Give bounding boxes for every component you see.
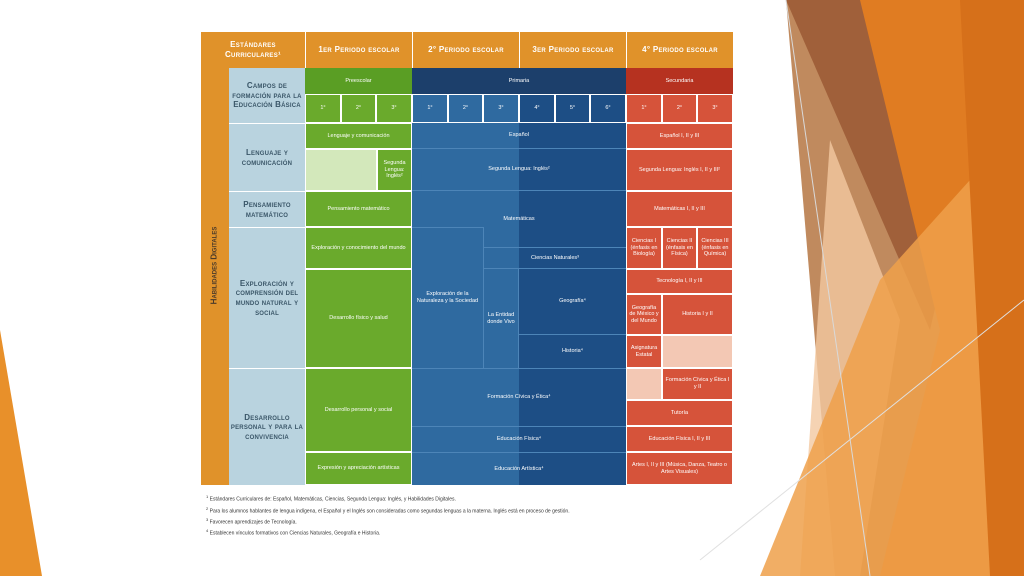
cell-artes-sec: Artes I, II y III (Música, Danza, Teatro o Artes Visuales) bbox=[626, 452, 733, 485]
grade-cell: 1° bbox=[412, 94, 448, 123]
level-primaria: Primaria bbox=[412, 68, 626, 94]
cell-desarrollo-fisico: Desarrollo físico y salud bbox=[305, 269, 412, 368]
grade-cell: 2° bbox=[341, 94, 376, 123]
field-lenguaje: Lenguaje y comunicación bbox=[229, 123, 305, 191]
cell-espanol-sec: Español I, II y III bbox=[626, 123, 733, 149]
cell-educacion-fisica: Educación Física⁴ bbox=[412, 426, 626, 452]
cell-ciencias-2: Ciencias II (énfasis en Física) bbox=[662, 227, 697, 269]
grade-cell: 6° bbox=[590, 94, 626, 123]
period-header-3: 3er Periodo escolar bbox=[519, 32, 626, 68]
period-header-2: 2° Periodo escolar bbox=[412, 32, 519, 68]
cell-exploracion-mundo: Exploración y conocimiento del mundo bbox=[305, 227, 412, 269]
cell-formacion-civica-sec: Formación Cívica y Ética I y II bbox=[662, 368, 733, 400]
cell-geografia-sec: Geografía de México y del Mundo bbox=[626, 294, 662, 335]
cell-geografia: Geografía⁴ bbox=[519, 269, 626, 335]
cell-matematicas-sec: Matemáticas I, II y III bbox=[626, 191, 733, 227]
period-header-4: 4° Periodo escolar bbox=[626, 32, 733, 68]
cell-educacion-artistica: Educación Artística⁴ bbox=[412, 452, 626, 485]
cell-matematicas: Matemáticas bbox=[503, 215, 535, 222]
cell-formacion-civica: Formación Cívica y Ética⁴ bbox=[412, 368, 626, 426]
grade-cell: 1° bbox=[626, 94, 662, 123]
footnote: $^2$ Para los alumnos hablantes de lengua indígena, el Español y el Inglés son consideradas como segundas lenguas a la materna. Inglés está en proceso de gestión. bbox=[206, 506, 570, 515]
cell-historia-sec: Historia I y II bbox=[662, 294, 733, 335]
grade-cell: 4° bbox=[519, 94, 555, 123]
cell-tutoria: Tutoría bbox=[626, 400, 733, 426]
cell-educacion-fisica-sec: Educación Física I, II y III bbox=[626, 426, 733, 452]
grade-cell: 5° bbox=[555, 94, 590, 123]
level-secundaria: Secundaria bbox=[626, 68, 733, 94]
grade-cell: 3° bbox=[697, 94, 733, 123]
digital-skills-label: Habilidades Digitales bbox=[209, 226, 219, 304]
grade-cell: 1° bbox=[305, 94, 341, 123]
cell-empty-peach bbox=[662, 335, 733, 368]
footnote: $^4$ Establecen vínculos formativos con Ciencias Naturales, Geografía e Historia. bbox=[206, 528, 381, 537]
field-desarrollo: Desarrollo personal y para la convivencia bbox=[229, 368, 305, 485]
footnote: $^1$ Estándares Curriculares de: Español, Matemáticas, Ciencias, Segunda Lengua: Inglés, y Habilidades Digitales. bbox=[206, 494, 456, 503]
grade-cell: 3° bbox=[483, 94, 519, 123]
corner-header: Estándares Curriculares¹ bbox=[201, 32, 305, 68]
cell-ciencias-3: Ciencias III (énfasis en Química) bbox=[697, 227, 733, 269]
grade-cell: 3° bbox=[376, 94, 412, 123]
cell-ciencias-1: Ciencias I (énfasis en Biología) bbox=[626, 227, 662, 269]
cell-exploracion-naturaleza: Exploración de la Naturaleza y la Sociedad bbox=[412, 227, 484, 368]
cell-ciencias-naturales: Ciencias Naturales³ bbox=[484, 247, 626, 269]
cell-expresion-artistica: Expresión y apreciación artísticas bbox=[305, 452, 412, 485]
cell-pensamiento: Pensamiento matemático bbox=[305, 191, 412, 227]
period-header-1: 1er Periodo escolar bbox=[305, 32, 412, 68]
cell-lenguaje-comunicacion: Lenguaje y comunicación bbox=[305, 123, 412, 149]
cell-entidad: La Entidad donde Vivo bbox=[484, 269, 519, 368]
cell-asignatura-estatal: Asignatura Estatal bbox=[626, 335, 662, 368]
footnote: $^3$ Favorecen aprendizajes de Tecnología. bbox=[206, 517, 297, 526]
grade-cell: 2° bbox=[448, 94, 483, 123]
cell-espanol: Español bbox=[412, 123, 626, 149]
field-exploracion: Exploración y comprensión del mundo natural y social bbox=[229, 227, 305, 368]
cell-tecnologia: Tecnología I, II y III bbox=[626, 269, 733, 294]
cell-empty-peach bbox=[626, 368, 662, 400]
cell-historia-prim: Historia⁴ bbox=[561, 348, 583, 355]
fields-header: Campos de formación para la Educación Básica bbox=[229, 68, 305, 123]
level-preescolar: Preescolar bbox=[305, 68, 412, 94]
cell-empty-preescolar bbox=[305, 149, 377, 191]
cell-desarrollo-personal: Desarrollo personal y social bbox=[305, 368, 412, 452]
left-orange-shape bbox=[0, 330, 42, 576]
cell-segunda-lengua-prim: Segunda Lengua: Inglés² bbox=[412, 149, 626, 191]
cell-segunda-lengua-pre: Segunda Lengua: Inglés² bbox=[377, 149, 412, 191]
grade-cell: 2° bbox=[662, 94, 697, 123]
cell-segunda-lengua-sec: Segunda Lengua: Inglés I, II y III² bbox=[626, 149, 733, 191]
field-pensamiento: Pensamiento matemático bbox=[229, 191, 305, 227]
